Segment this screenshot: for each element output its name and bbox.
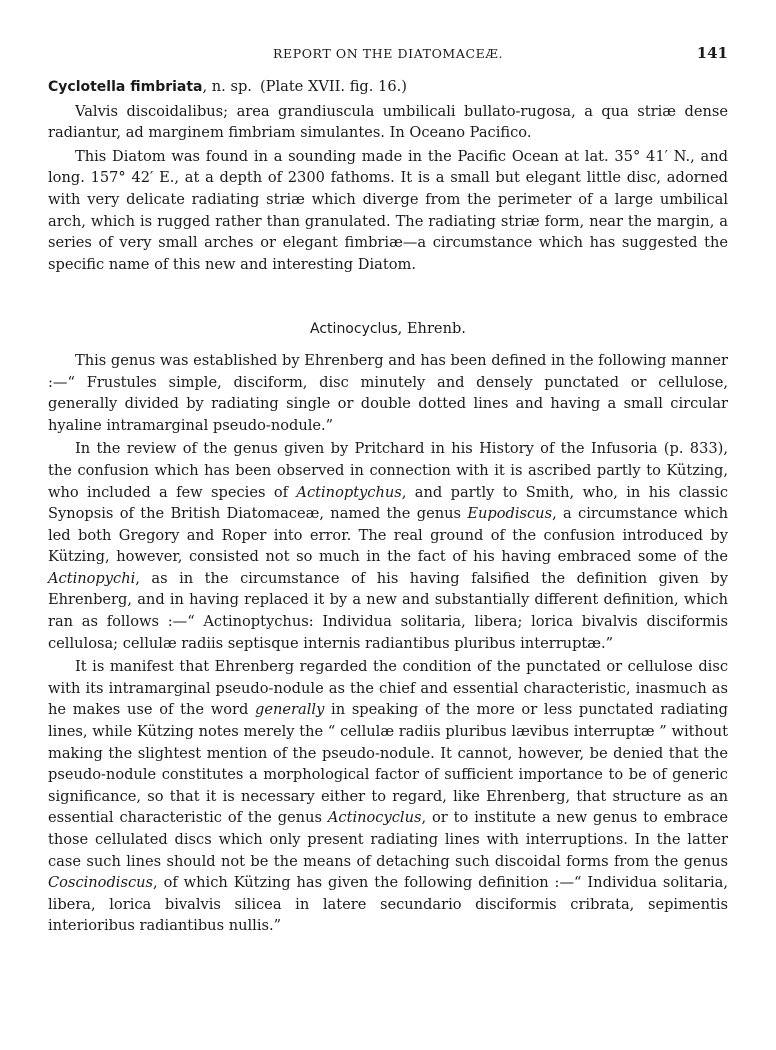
pritchard-review-paragraph: In the review of the genus given by Pritchard in his History of the Infusoria (p. 833), the confusion which has been observed in connection with it is ascribed partly to Kützing, who included a few species of Actinoptychus, and partly to Smith, who, in his classic Synopsis of the British Diatomaceæ, named the genus Eupodiscus, a circumstance which led both Gregory and Roper into error. The real ground of the confusion introduced by Kützing, however, consisted not so much in the fact of his having embraced some of the Actinopychi, as in the circumstance of his having falsified the definition given by Ehrenberg, and in having replaced it by a new and substantially different definition, which ran as follows :—“ Actinoptychus: Individua solitaria, libera; lorica bivalvis disciformis cellulosa; cellulæ radiis septisque internis radiantibus pluribus interruptæ.” bbox=[48, 440, 729, 652]
genus-name: Actinocyclus bbox=[310, 321, 398, 338]
taxon-actinopychi: Actinopychi bbox=[48, 569, 136, 587]
running-title: REPORT ON THE DIATOMACEÆ. bbox=[272, 46, 504, 61]
body-text bbox=[48, 76, 728, 937]
genus-heading bbox=[48, 318, 728, 341]
taxon-actinoptychus: Actinoptychus bbox=[296, 483, 402, 501]
taxon-eupodiscus: Eupodiscus bbox=[467, 505, 553, 523]
species-name: Cyclotella fimbriata bbox=[48, 79, 203, 95]
species-heading bbox=[48, 76, 728, 99]
ehrenberg-discussion-paragraph: It is manifest that Ehrenberg regarded the condition of the punctated or cellulose disc with its intramarginal pseudo-nodule as the chief and essential characteristic, inasmuch as he makes use of the word generally in speaking of the more or less punctated radiating lines, while Kützing notes merely the “ cellulæ radiis pluribus lævibus interruptæ ” without making the slightest mention of the pseudo-nodule. It cannot, however, be denied that the pseudo-nodule constitutes a morphological factor of sufficient importance to be of generic significance, so that it is necessary either to regard, like Ehrenberg, that structure as an essential characteristic of the genus Actinocyclus, or to institute a new genus to embrace those cellulated discs which only present radiating lines with interruptions. In the latter case such lines should not be the means of detaching such discoidal forms from the genus Coscinodiscus, of which Kützing has given the following definition :—“ Individua solitaria, libera, lorica bivalvis silicea in latere secundario disciformis cribrata, sepimentis interioribus radiantibus nullis.” bbox=[48, 658, 729, 935]
emphasis-generally: generally bbox=[255, 701, 325, 719]
running-header bbox=[48, 44, 728, 66]
taxon-coscinodiscus: Coscinodiscus bbox=[48, 874, 154, 892]
page-number: 141 bbox=[696, 44, 728, 62]
latin-description-paragraph: Valvis discoidalibus; area grandiuscula umbilicali bullato-rugosa, a qua striæ dense radiantur, ad marginem fimbriam simulantes. In Oceano Pacifico. bbox=[48, 102, 728, 142]
english-description-paragraph: This Diatom was found in a sounding made in the Pacific Ocean at lat. 35° 41′ N., and long. 157° 42′ E., at a depth of 2300 fathoms. It is a small but elegant little disc, adorned with very delicate radiating striæ which diverge from the perimeter of a large umbilical arch, which is rugged rather than granulated. The radiating striæ form, near the margin, a series of very small arches or elegant fimbriæ—a circumstance which has suggested the specific name of this new and interesting Diatom. bbox=[48, 147, 728, 273]
species-suffix: , n. sp. bbox=[202, 78, 252, 95]
genus-definition-paragraph: This genus was established by Ehrenberg and has been defined in the following manner :—“ Frustules simple, disciform, disc minutely and densely punctated or cellulose, generally divided by radiating single or double dotted lines and having a small circular hyaline intramarginal pseudo-nodule.” bbox=[48, 351, 728, 434]
taxon-actinocyclus: Actinocyclus bbox=[327, 809, 422, 827]
plate-reference: (Plate XVII. fig. 16.) bbox=[259, 78, 407, 95]
genus-authority: , Ehrenb. bbox=[397, 320, 466, 338]
